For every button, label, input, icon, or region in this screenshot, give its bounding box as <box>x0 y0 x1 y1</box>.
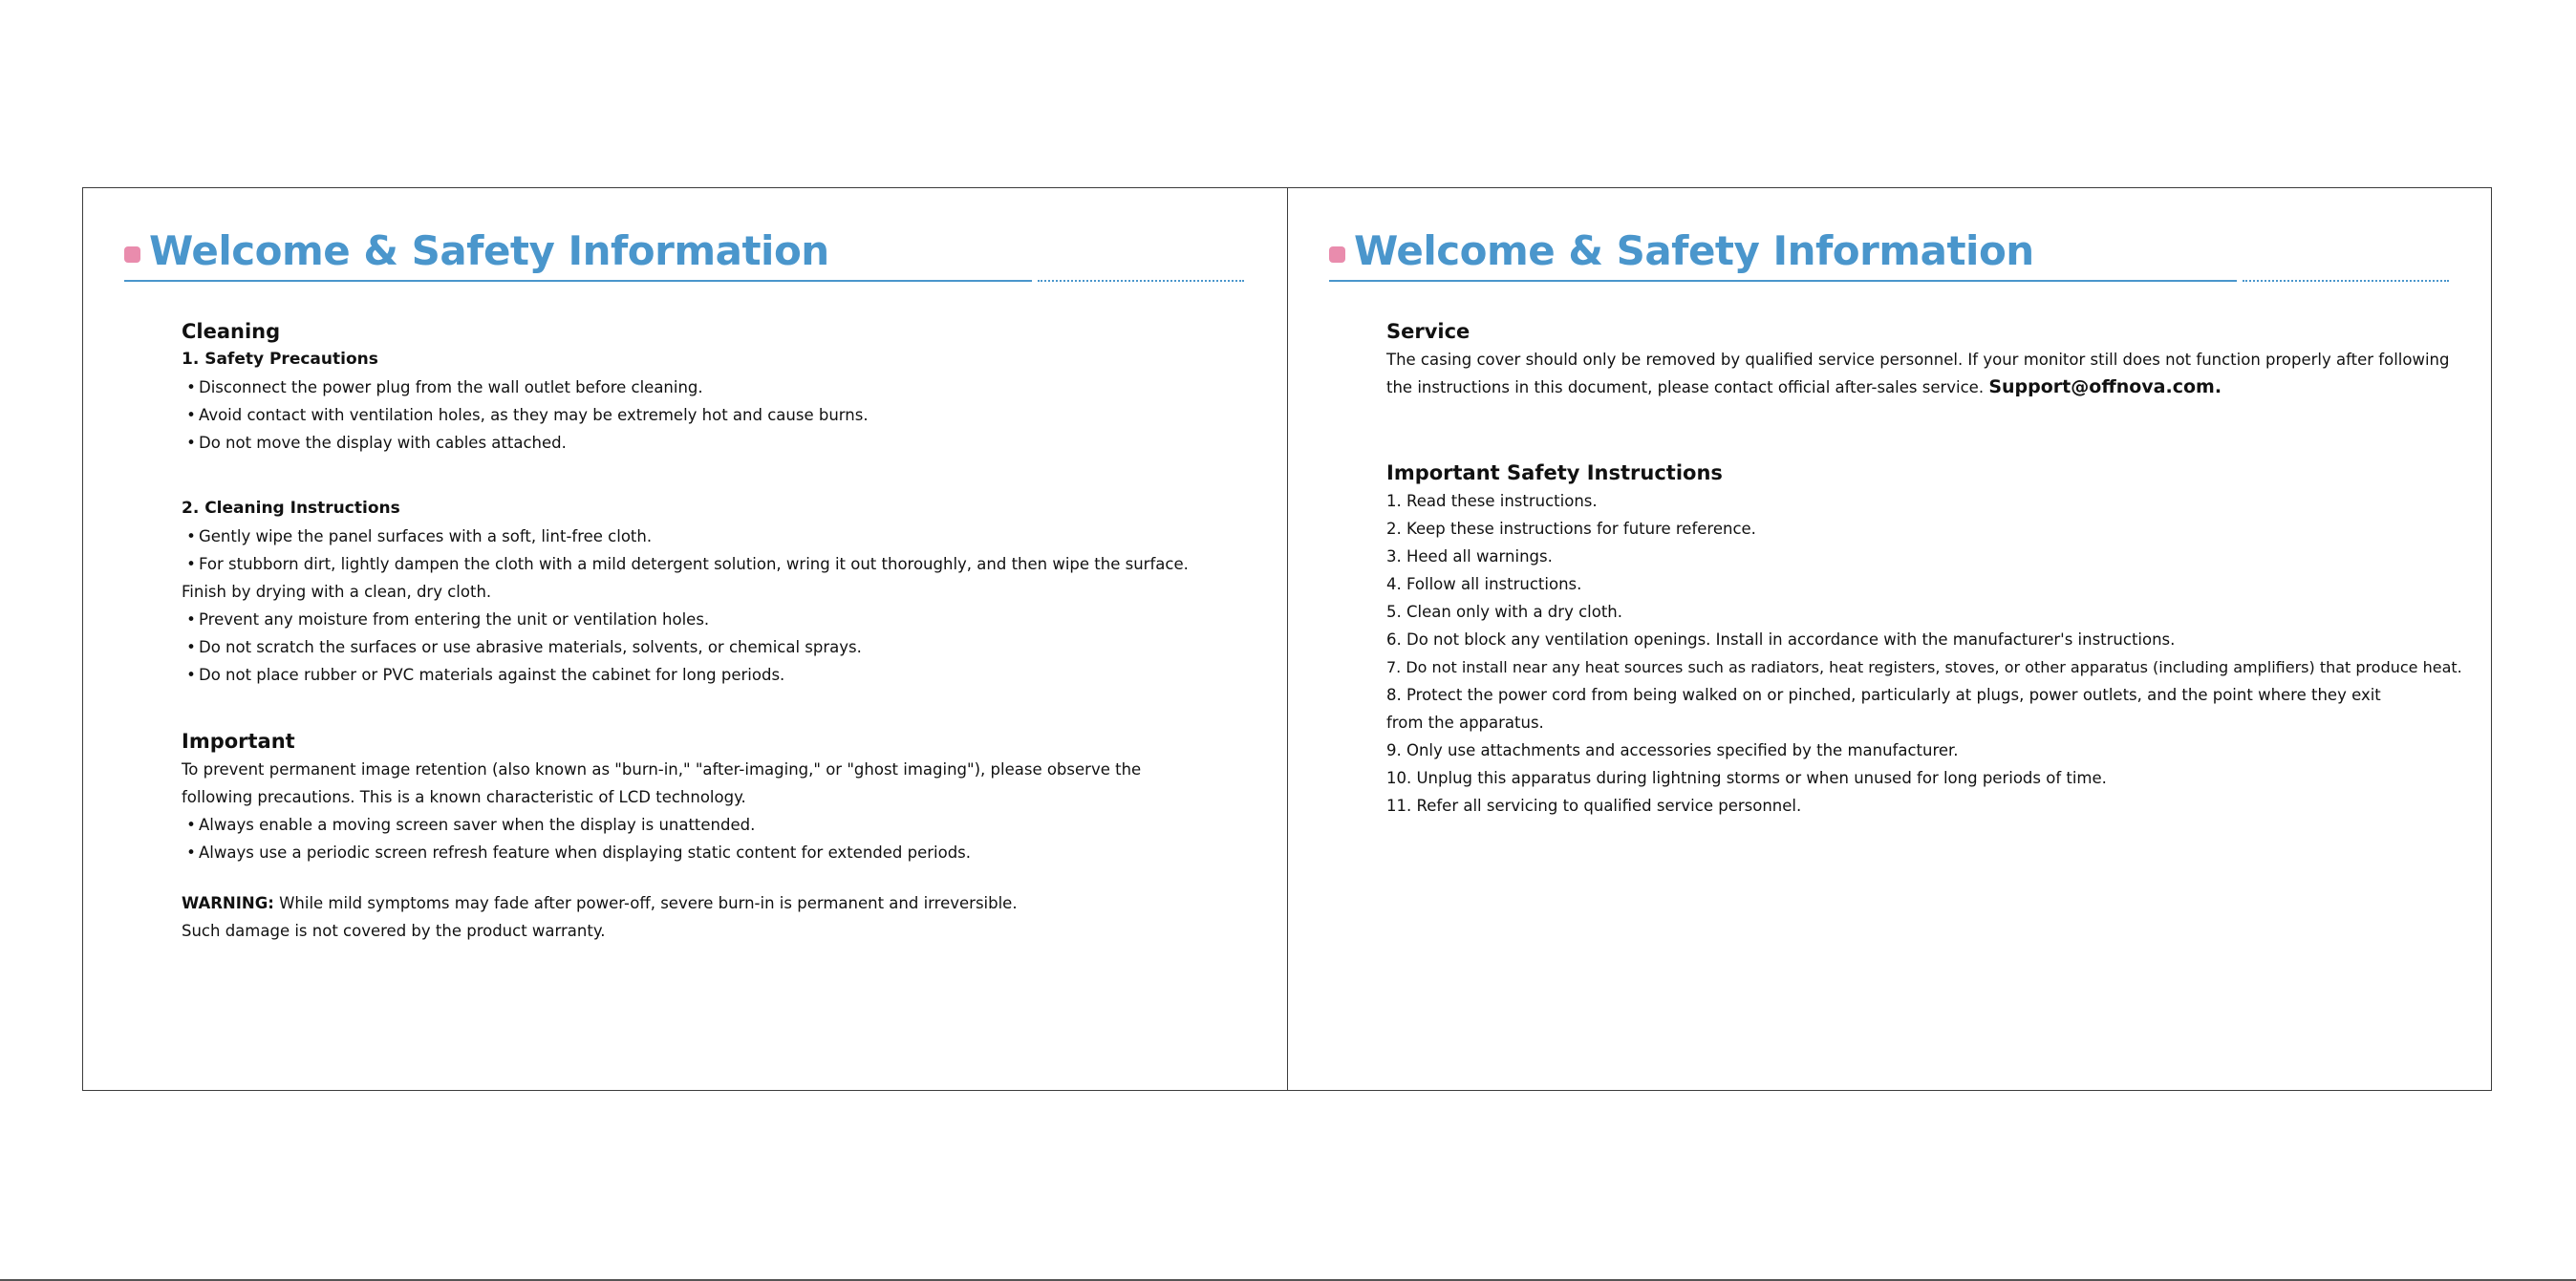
important-item: • Always use a periodic screen refresh feature when displaying static content for extended periods. <box>182 839 1261 866</box>
safety-item: 1. Read these instructions. <box>1386 492 1598 510</box>
safety-item: 3. Heed all warnings. <box>1386 547 1553 566</box>
right-page <box>1287 187 2491 1091</box>
right-content <box>1386 317 2466 820</box>
safety-precautions-heading: 1. Safety Precautions <box>182 350 378 369</box>
precaution-item: • Disconnect the power plug from the wall outlet before cleaning. <box>182 374 1261 401</box>
left-page <box>82 187 1286 1091</box>
safety-item: 10. Unplug this apparatus during lightning storms or when unused for long periods of time. <box>1386 769 2107 787</box>
support-email: Support@offnova.com. <box>1988 376 2222 397</box>
important-intro: To prevent permanent image retention (also known as "burn-in," "after-imaging," or "ghost imaging"), please observe the following precautions. This is a known characteristic of LCD technology. <box>182 760 1142 806</box>
instruction-item: • Gently wipe the panel surfaces with a soft, lint-free cloth. <box>182 523 1261 550</box>
warning-text-2: Such damage is not covered by the product warranty. <box>182 922 606 940</box>
instruction-item: • For stubborn dirt, lightly dampen the cloth with a mild detergent solution, wring it out thoroughly, and then wipe the surface. Finish by drying with a clean, dry cloth. <box>182 550 1213 606</box>
important-safety-heading: Important Safety Instructions <box>1386 461 1723 484</box>
service-text: The casing cover should only be removed by qualified service personnel. If your monitor still does not function properly after following the instructions in this document, please contact official after-sales service. <box>1386 351 2450 396</box>
warning-text: While mild symptoms may fade after power-off, severe burn-in is permanent and irreversible. <box>279 894 1018 912</box>
safety-item: 6. Do not block any ventilation openings. Install in accordance with the manufacturer's instructions. <box>1386 630 2176 649</box>
title-underline-dotted <box>2243 280 2449 282</box>
instruction-item: • Do not place rubber or PVC materials against the cabinet for long periods. <box>182 661 1261 689</box>
precaution-item: • Avoid contact with ventilation holes, as they may be extremely hot and cause burns. <box>182 401 1261 429</box>
precaution-item: • Do not move the display with cables attached. <box>182 429 1261 457</box>
title-underline-dotted <box>1038 280 1244 282</box>
service-heading: Service <box>1386 320 1470 343</box>
warning-label: WARNING: <box>182 894 274 912</box>
safety-item: 4. Follow all instructions. <box>1386 575 1582 593</box>
safety-item: 11. Refer all servicing to qualified service personnel. <box>1386 797 1802 815</box>
left-header <box>124 222 829 279</box>
important-heading: Important <box>182 730 295 753</box>
safety-item: 9. Only use attachments and accessories specified by the manufacturer. <box>1386 741 1959 759</box>
safety-item: 7. Do not install near any heat sources such as radiators, heat registers, stoves, or other apparatus (including amplifiers) that produce heat. <box>1386 658 2462 676</box>
safety-item: 5. Clean only with a dry cloth. <box>1386 603 1623 621</box>
title-underline-solid <box>124 280 1032 282</box>
left-content <box>182 317 1261 945</box>
right-header <box>1329 222 2034 279</box>
warning-line <box>182 889 1261 917</box>
cleaning-instructions-heading: 2. Cleaning Instructions <box>182 499 400 518</box>
safety-item: 8. Protect the power cord from being walked on or pinched, particularly at plugs, power outlets, and the point where they exit from the apparatus. <box>1386 686 2381 732</box>
left-page-title: Welcome & Safety Information <box>149 226 829 274</box>
pink-square-icon <box>124 246 140 263</box>
instruction-item: • Prevent any moisture from entering the unit or ventilation holes. <box>182 606 1261 633</box>
pink-square-icon <box>1329 246 1345 263</box>
instruction-item: • Do not scratch the surfaces or use abrasive materials, solvents, or chemical sprays. <box>182 633 1261 661</box>
title-underline-solid <box>1329 280 2237 282</box>
important-item: • Always enable a moving screen saver when the display is unattended. <box>182 811 1261 839</box>
service-text-block <box>1386 346 2457 401</box>
safety-item: 2. Keep these instructions for future reference. <box>1386 520 1756 538</box>
right-page-title: Welcome & Safety Information <box>1354 226 2034 274</box>
cleaning-heading: Cleaning <box>182 320 281 343</box>
